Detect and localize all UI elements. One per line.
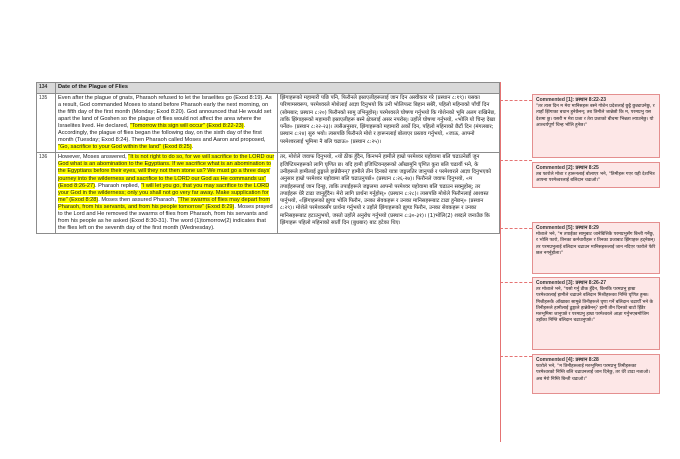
highlighted-quote[interactable]: "Tomorrow this sign will occur" (Exod 8:22-23)	[129, 123, 244, 130]
comment-title: Commented [5]: प्रस्थान 8:29	[536, 225, 599, 231]
row-number: 136	[37, 153, 56, 234]
row-number: 135	[37, 94, 56, 153]
english-text: . Moses prayed to the Lord and He removed the swarms of flies from Pharaoh, from his servants and from his people as he asked (Exod 8:30-31). The word (1)tomorrow(2) indicates that the flies left on the seventh day of the first month (Wednesday).	[58, 203, 273, 231]
english-text: Even after the plague of gnats, Pharaoh refused to let the Israelites go (Exod 8:19). As a result, God commanded Moses to stand before Pharaoh early the next morning, on the fifth day of the first month (Monday; Exod 8:20). God announced that He would set apart the land of Goshen so the plague of flies would not affect the area where the Israelites lived. He declared,	[58, 95, 272, 130]
table-row	[37, 94, 500, 153]
comment-body: मोशाले भने, "म तपाईंका सामुबाट जानेबित्तिकै परमप्रभुसँग बिन्ती गर्नेछु, र भोलि फारो, तिनका कर्मचारीहरू र तिनका प्रजाबाट झिंगाहरू हट्नेछन्। तर परमप्रभुलाई बलिदान चढाउन मानिसहरूलाई जान नदिएर फारोले फेरि छल नगर्नुहोला।"	[536, 232, 656, 256]
comment-connector	[500, 228, 532, 229]
highlighted-quote[interactable]: "The swarms of flies may depart from Pharaoh, from his servants, and from his people tomorrow" (Exod 8:29)	[58, 196, 270, 210]
comment-title: Commented [4]: प्रस्थान 8:28	[536, 357, 599, 363]
english-text: . Pharaoh replied,	[95, 182, 141, 189]
english-text: However, Moses answered,	[58, 154, 129, 161]
comment-connector	[500, 282, 532, 283]
comment-box[interactable]	[532, 354, 660, 394]
comment-connector	[500, 100, 532, 101]
comment-body: तर मोशाले भने, "यसो गर्नु ठीक हुँदैन, किनकि परमप्रभु हाम्रा परमेश्वरलाई हामीले चढाउने बलिदान मिश्रीहरूका निम्ति घृणित हुन्छ। मिश्रीहरूकै आँखाका सामुन्ने तिनीहरूले घृणा गर्ने बलिदान चढायौँ भने के तिनीहरूले हामीलाई ढुङ्गाले हान्नेछैनन्? हामी तीन दिनको बाटो हिँडेर मरुभूमिमा जानुपर्छ र परमप्रभु हाम्रा परमेश्वरले आज्ञा गर्नुभएबमोजिम उहाँका निम्ति बलिदान चढाउनुपर्छ।"	[536, 287, 654, 324]
highlighted-quote[interactable]: "I will let you go, that you may sacrifice to the LORD your God in the wilderness; only you shall not go very far away. Make supplication for me" (Exod 8:28)	[58, 182, 270, 203]
table-row	[37, 83, 500, 94]
english-text-cell	[56, 153, 278, 234]
comment-body: "तर त्यस दिन म मेरा मानिसहरू बस्ने गोशेन प्रदेशलाई छुट्टै छुट्याउनेछु, र त्यहाँ झिंगाका बथान हुनेछैनन्; तब तिमीले जान्नेछौ कि म, परमप्रभु यस देशमा छु। यसरी म मेरा प्रजा र तेरा प्रजाको बीचमा भिन्नता ल्याउनेछु। यो आश्चर्यपूर्ण चिन्ह भोलि हुनेछ।"	[536, 104, 655, 128]
comment-box[interactable]	[532, 94, 660, 158]
comment-margin	[500, 82, 533, 442]
comment-title: Commented [3]: प्रस्थान 8:26-27	[536, 280, 607, 286]
comment-box[interactable]	[532, 277, 660, 350]
section-title: Date of the Plague of Flies	[56, 83, 500, 94]
row-number: 134	[37, 83, 56, 94]
nepali-text-cell: झिंगाहरूको महामारी पछि पनि, फिरौनले इस्राएलीहरूलाई जान दिन अस्वीकार गरे (प्रस्थान ८:१९)। यसका परिणामस्वरूप, परमेश्वरले मोशेलाई आज्ञा दिनुभयो कि उनी भोलिपल्ट बिहान सबेरै, पहिलो महिनाको पाँचौं दिन (सोमबार; प्रस्थान ८:२०) फिरौनको सामु उभिनुहोस्। परमेश्वरले घोषणा गर्नुभयो कि गोशेनको भूमि अलग राखिनेछ, ताकि झिंगाहरूको महामारी इस्राएलीहरू बस्ने क्षेत्रलाई असर नपरोस्। उहाँले घोषणा गर्नुभयो, «भोलि यो चिन्ह देखा पर्नेछ» (प्रस्थान ८:२२-२३)। त्यसैअनुसार, झिंगाहरूको महामारी अर्को दिन, पहिलो महिनाको छैटौं दिन (मंगलबार; प्रस्थान ८:२४) सुरु भयो। त्यसपछि फिरौनले मोशे र हारूनलाई बोलाएर प्रस्ताव गर्नुभयो, «जाऊ, आफ्नो परमेश्वरलाई भूमिमा नै बलि चढाऊ» (प्रस्थान ८:२५)।	[278, 94, 500, 153]
translation-table	[36, 82, 500, 234]
nepali-text-cell: तर, मोशेले जवाफ दिनुभयो, «यो ठीक हुँदैन, किनभने हामीले हाम्रो परमेश्वर यहोवामा बलि चढाउनेछौं जुन इजिप्टियनहरूको लागि घृणित छ। यदि हामी इजिप्टियनहरूको आँखामुनि घृणित कुरा बलि चढायौं भने, के उनीहरूले हामीलाई ढुङ्गाले हान्नेछैनन्? हामीले तीन दिनको यात्रा जङ्गलतिर जानुपर्छ र परमेश्वरले आज्ञा दिनुभएको अनुसार हाम्रो परमेश्वर यहोवामा बलि चढाउनुपर्छ» (प्रस्थान ८:२६-२७)। फिरौनले जवाफ दिनुभयो, «म तपाईंहरूलाई जान दिन्छु, ताकि तपाईंहरूले जङ्गलमा आफ्नो परमेश्वर यहोवामा बलि चढाउन सक्नुहोस्; तर तपाईंहरू धेरै टाढा जानुहुँदैन। मेरो लागि प्रार्थना गर्नुहोस्» (प्रस्थान ८:२८)। त्यसपछि मोशेले फिरौनलाई आश्वस्त पार्नुभयो, «झिंगाहरूको झुण्ड भोलि फिरौन, उनका सेवकहरू र उनका मानिसहरूबाट टाढा हुनेछन्» (प्रस्थान ८:२९)। मोशेले परमेश्वरसँग प्रार्थना गर्नुभयो र उहाँले झिंगाहरूको झुण्ड फिरौन, उनका सेवकहरू र उनका मानिसहरूबाट हटाउनुभयो, जस्तो उहाँले अनुरोध गर्नुभयो (प्रस्थान ८:३०-३१)। (1)भोलि(2) शब्दले जनाउँछ कि झिंगाहरू पहिलो महिनाको सातौं दिन (बुधबार) बाट हटेका थिए।	[278, 153, 500, 234]
highlighted-quote[interactable]: "Go, sacrifice to your God within the land" (Exod 8:25)	[58, 144, 192, 151]
comment-connector	[500, 356, 532, 357]
comment-box[interactable]	[532, 162, 660, 188]
comment-title: Commented [2]: प्रस्थान 8:25	[536, 165, 599, 171]
english-text: . Accordingly, the plague of flies began the following day, on the sixth day of the first month (Tuesday; Exod 8:24). Then Pharaoh called Moses and Aaron and proposed,	[58, 123, 266, 144]
english-text: . Moses then assured Pharaoh,	[98, 196, 178, 203]
comment-title: Commented [1]: प्रस्थान 8:22-23	[536, 97, 607, 103]
english-text-cell	[56, 94, 278, 153]
comment-connector	[500, 160, 532, 161]
comment-body: फारोले भने, "म तिमीहरूलाई मरुभूमिमा परमप्रभु तिमीहरूका परमेश्वरको निम्ति बलि चढाउनलाई जान दिनेछु, तर धेरै टाढा नजाओ। अब मेरो निम्ति बिन्ती चढाओ।"	[536, 364, 650, 382]
comment-box[interactable]	[532, 222, 660, 274]
table-row	[37, 153, 500, 234]
english-text: .	[191, 144, 194, 151]
comment-body: तब फारोले मोशा र हारूनलाई बोलाएर भने, "तिमीहरू गएर यही देशभित्र आफ्ना परमेश्वरलाई बलिदान चढाओ।"	[536, 172, 655, 184]
highlighted-quote[interactable]: "It is not right to do so, for we will sacrifice to the LORD our God what is an abomination to the Egyptians. If we sacrifice what is an abomination to the Egyptians before their eyes, will they not then stone us? We must go a three days' journey into the wilderness and sacrifice to the LORD our God as He commands us" (Exod 8:26-27)	[58, 154, 275, 189]
